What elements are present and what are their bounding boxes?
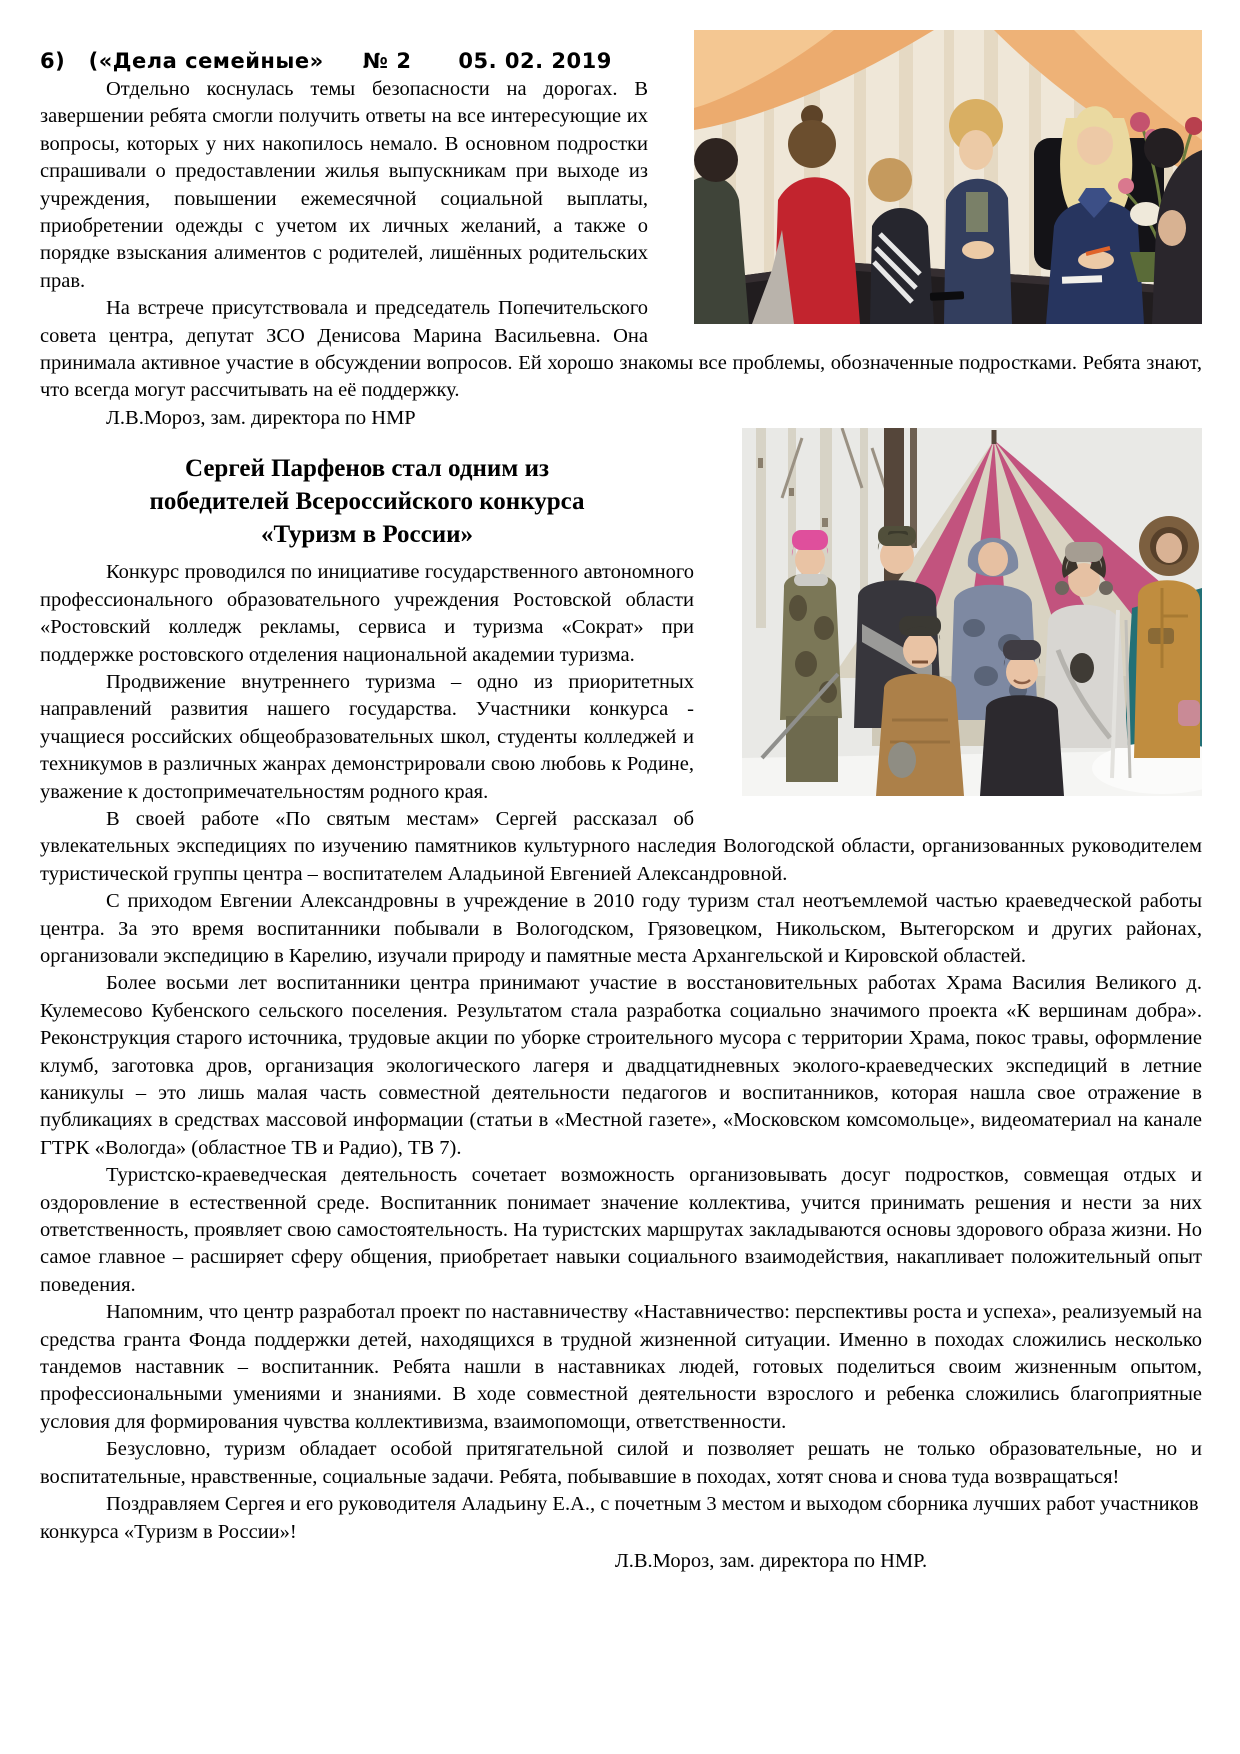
paragraph: Туристско-краеведческая деятельность сочетает возможность организовывать досуг подростков, совмещая отдых и оздоровление в естественной среде. Воспитанник понимает значение коллектива, учится принимать решения и нести за них ответственность, проявляет свою самостоятельность. На туристских маршрутах закладываются основы здорового образа жизни. Но самое главное – расширяет сферу общения, приобретает навыки социального взаимодействия, накапливает положительный опыт поведения. <box>40 1164 1202 1296</box>
author-signature: Л.В.Мороз, зам. директора по НМР. <box>614 1549 928 1572</box>
page-title: 6) («Дела семейные» № 2 05. 02. 2019 <box>40 49 612 73</box>
paragraph: На встрече присутствовала и председатель Попечительского совета центра, депутат ЗСО Денисова Марина Васильевна. Она принимала активное участие в обсуждении вопросов. Ей хорошо знакомы все проблемы, обозначенные подростками. Ребята знают, что всегда могут рассчитывать на её поддержку. <box>40 297 1202 402</box>
paragraph: Более восьми лет воспитанники центра принимают участие в восстановительных работах Храма Василия Великого д. Кулемесово Кубенского сельского поселения. Результатом стала разработка социально значимого проекта «К вершинам добра». Реконструкция старого источника, трудовые акции по уборке строительного мусора с территории Храма, покос травы, оформление клумб, заготовка дров, организация экологического лагеря и двадцатидневных эколого-краеведческих экспедиций в летние каникулы – это лишь малая часть совместной деятельности педагогов и воспитанников, которая нашла свое отражение в публикациях в средствах массовой информации (статьи в «Местной газете», «Московском комсомольце», видеоматериал на канале ГТРК «Вологда» (областное ТВ и Радио), ТВ 7). <box>40 972 1202 1159</box>
author-signature: Л.В.Мороз, зам. директора по НМР <box>106 406 416 429</box>
paragraph: Напомним, что центр разработал проект по наставничеству «Наставничество: перспективы роста и успеха», реализуемый на средства гранта Фонда поддержки детей, находящихся в трудной жизненной ситуации. Именно в походах сложились несколько тандемов наставник – воспитанник. Ребята нашли в наставниках людей, готовых поделиться своим жизненным опытом, профессиональными умениями и знаниями. В ходе совместной деятельности взрослого и ребенка сложились благоприятные условия для формирования чувства коллективизма, взаимопомощи, ответственности. <box>40 1301 1202 1433</box>
meeting-photo-illustration <box>694 30 1202 324</box>
paragraph: С приходом Евгении Александровны в учреждение в 2010 году туризм стал неотъемлемой частью краеведческой работы центра. За это время воспитанники побывали в Вологодском, Грязовецком, Никольском, Вытегорском и других районах, организовали экспедицию в Карелию, изучали природу и памятные места Архангельской и Кировской областей. <box>40 890 1202 967</box>
meeting-photo <box>694 30 1202 324</box>
paragraph: В своей работе «По святым местам» Сергей рассказал об увлекательных экспедициях по изучению памятников культурного наследия Вологодской области, организованных руководителем туристической группы центра – воспитателем Аладьиной Евгенией Александровной. <box>40 807 1202 885</box>
paragraph: Безусловно, туризм обладает особой притягательной силой и позволяет решать не только образовательные, но и воспитательные, нравственные, социальные задачи. Ребята, побывавшие в походах, хотят снова и снова туда возвращаться! <box>40 1438 1202 1488</box>
headline-line: «Туризм в России» <box>260 521 474 549</box>
paragraph: Конкурс проводился по инициативе государственного автономного профессионального образовательного учреждения Ростовской области «Ростовский колледж рекламы, сервиса и туризма «Сократ» при поддержке ростовского отделения национальной академии туризма. <box>40 561 694 666</box>
headline-line: победителей Всероссийского конкурса <box>149 488 585 516</box>
paragraph: Поздравляем Сергея и его руководителя Аладьину Е.А., с почетным 3 местом и выходом сборника лучших работ участников конкурса «Туризм в России»! <box>40 1493 1199 1543</box>
winter-camp-photo <box>742 428 1202 796</box>
winter-camp-photo-illustration <box>742 428 1202 796</box>
paragraph: Продвижение внутреннего туризма – одно из приоритетных направлений развития нашего государства. Участники конкурса - учащиеся российских общеобразовательных школ, студенты колледжей и техникумов в различных жанрах демонстрировали свою любовь к Родине, уважение к достопримечательностям родного края. <box>40 670 694 803</box>
article-tourism-contest <box>40 452 1202 1575</box>
paragraph: Отдельно коснулась темы безопасности на дорогах. В завершении ребята смогли получить ответы на все интересующие их вопросы, которых у них накопилось немало. В основном подростки спрашивали о предоставлении жилья выпускникам при выходе из учреждения, повышении ежемесячной социальной выплаты, приобретении одежды с учетом их личных желаний, а также о порядке взыскания алиментов с родителей, лишённых родительских прав. <box>40 78 648 292</box>
headline-line: Сергей Парфенов стал одним из <box>184 455 550 483</box>
